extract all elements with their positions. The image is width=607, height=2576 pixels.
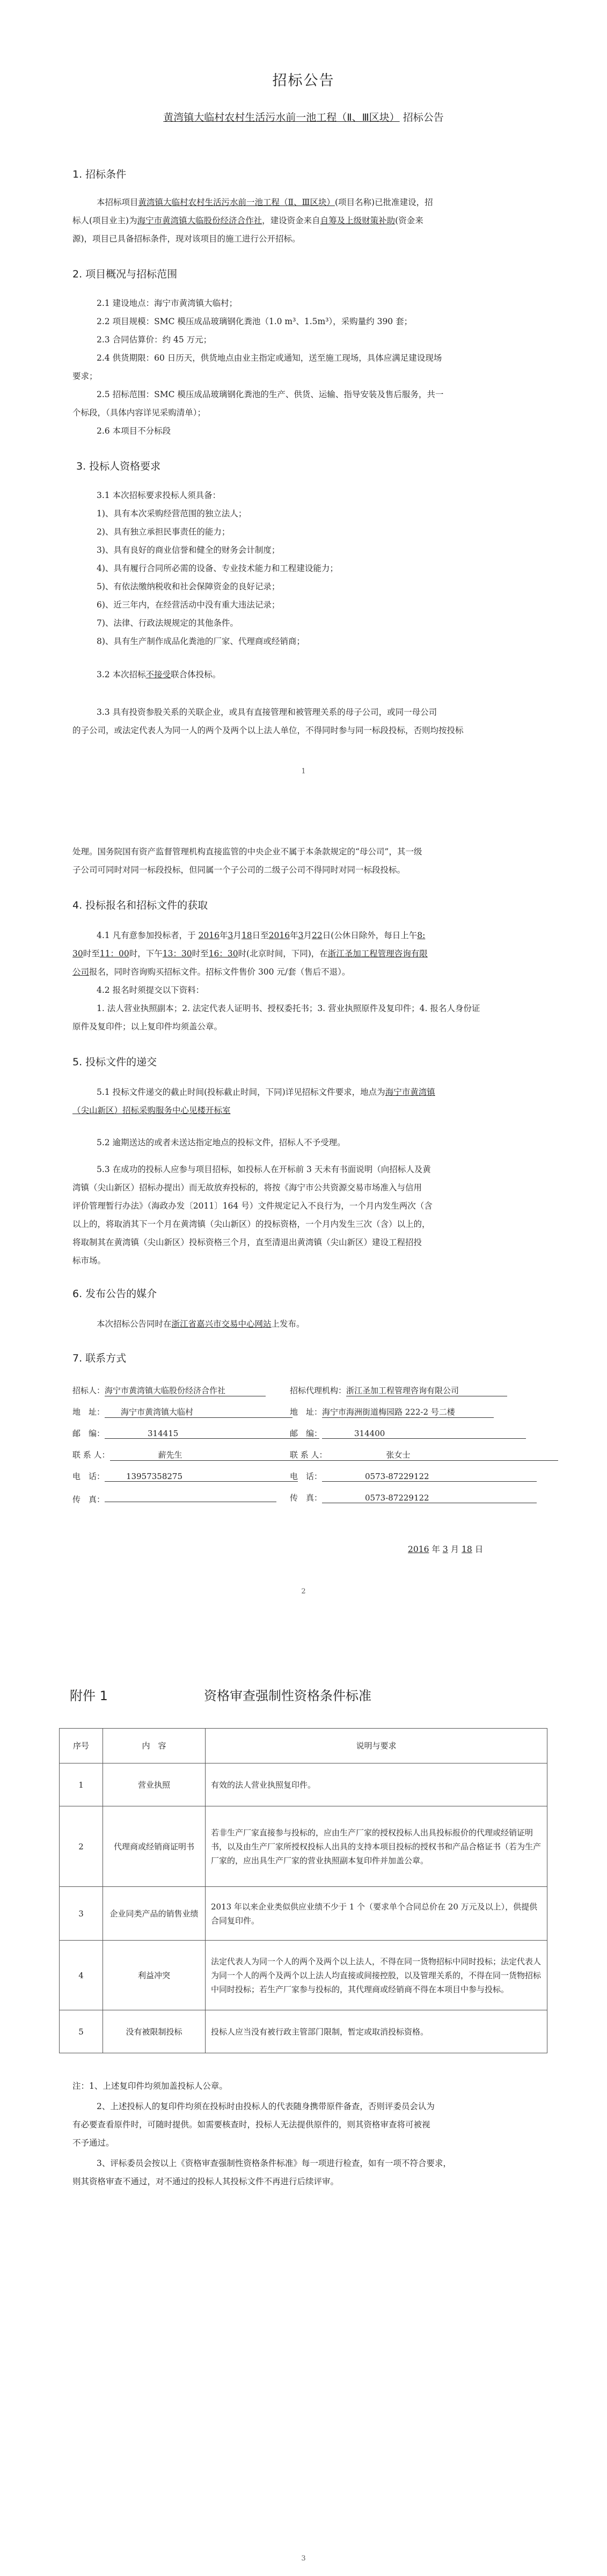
section-4-heading: 4. 投标报名和招标文件的获取 — [72, 899, 208, 911]
section-5-heading: 5. 投标文件的递交 — [72, 1056, 157, 1068]
s3-item-3: 3)、具有良好的商业信誉和健全的财务会计制度； — [97, 545, 280, 555]
note-1: 注：1、上述复印件均须加盖投标人公章。 — [72, 2081, 228, 2091]
s5-line-1b: （尖山新区）招标采购服务中心见楼开标室 — [72, 1106, 231, 1115]
s2-line-1: 2.1 建设地点：海宁市黄湾镇大临村； — [97, 298, 238, 308]
s4-line-4: 4.2 报名时须提交以下资料： — [97, 985, 204, 995]
contact-zip-left: 邮 编： 314415 — [72, 1428, 319, 1439]
table-header — [60, 1729, 547, 1763]
s3-item-1: 1)、具有本次采购经营范围的独立法人； — [97, 509, 247, 518]
page-2 — [0, 800, 607, 1648]
s3-item-7: 7)、法律、行政法规规定的其他条件。 — [97, 618, 238, 628]
s4-line-1: 4.1 凡有意参加投标者，于 2016年3月18日至2016年3月22日(公休日除外，每日上午8: — [97, 931, 426, 940]
s6-line-1: 本次招标公告同时在浙江省嘉兴市交易中心网站上发布。 — [97, 1319, 305, 1329]
annex-label: 附件 1 — [70, 1688, 108, 1703]
s5-line-4: 湾镇（尖山新区）招标办提出）而无故放弃投标的，将按《海宁市公共资源交易市场准入与信用 — [72, 1183, 422, 1192]
contact-address-right: 地 址：海宁市海洲街道梅园路 222-2 号二楼 — [290, 1406, 494, 1418]
s5-line-8: 标市场。 — [72, 1256, 106, 1265]
contact-address-left: 地 址： 海宁市黄湾镇大临村 — [72, 1406, 292, 1418]
contact-agency: 招标代理机构：浙江圣加工程管理咨询有限公司 — [290, 1385, 507, 1396]
page-1 — [0, 0, 607, 794]
section-6-heading: 6. 发布公告的媒介 — [72, 1288, 157, 1300]
contact-fax-right: 传 真： 0573-87229122 — [290, 1492, 537, 1503]
contact-person-left: 联 系 人： 薪先生 — [72, 1449, 330, 1461]
contact-fax-left: 传 真： — [72, 1492, 276, 1505]
s5-line-5: 评价管理暂行办法》（海政办发〔2011〕164 号）文件规定记入不良行为，一个月内发生两次（含 — [72, 1201, 433, 1211]
s1-line-1: 本招标项目黄湾镇大临村农村生活污水前一池工程（Ⅱ、Ⅲ区块）(项目名称)已批准建设，招 — [97, 197, 433, 207]
s5-line-2: 5.2 逾期送达的或者未送达指定地点的投标文件，招标人不予受理。 — [97, 1138, 346, 1147]
table-row: 3 企业同类产品的销售业绩 2013 年以来企业类似供应业绩不少于 1 个（要求单个合同总价在 20 万元及以上），供提供合同复印件。 — [60, 1887, 547, 1941]
s3-item-5: 5)、有依法缴纳税收和社会保障资金的良好记录； — [97, 582, 280, 591]
contact-tenderer: 招标人：海宁市黄湾镇大临股份经济合作社 — [72, 1385, 266, 1396]
section-7-heading: 7. 联系方式 — [72, 1352, 127, 1364]
s2-line-5b: 个标段，（具体内容详见采购清单）； — [72, 408, 206, 418]
note-2b: 有必要查看原件时，可随时提供。如需要核查时，投标人无法提供原件的，则其资格审查将可被视 — [72, 2120, 430, 2129]
table-row: 4 利益冲突 法定代表人为同一个人的两个及两个以上法人，不得在同一货物招标中同时投标；法定代表人为同一个人的两个及两个以上法人均直接或间接控股，以及管理关系的，不得在同一货物招标中同时投标；若生产厂家参与投标的，其代理商或经销商不得在本项目中参与投标。 — [60, 1941, 547, 2010]
qualification-table — [59, 1728, 547, 2053]
s5-line-7: 将取制其在黄湾镇（尖山新区）投标资格三个月，直至清退出黄湾镇（尖山新区）建设工程招投 — [72, 1238, 422, 1247]
s4-line-2: 30时至11：00时，下午13：30时至16：30时(北京时间，下同)，在浙江圣加工程管理咨询有限 — [72, 949, 428, 958]
document-subtitle — [0, 109, 607, 124]
contact-person-right: 联 系 人： 张女士 — [290, 1449, 558, 1461]
col-no: 序号 — [60, 1729, 103, 1763]
note-2c: 不予通过。 — [72, 2138, 114, 2148]
page-number: 1 — [301, 767, 306, 775]
s2-line-5: 2.5 招标范围：SMC 模压成品玻璃钢化粪池的生产、供货、运输、指导安装及售后服务，共一 — [97, 390, 444, 399]
note-3b: 则其资格审查不通过，对不通过的投标人其投标文件不再进行后续评审。 — [72, 2177, 339, 2186]
table-row: 2 代理商或经销商证明书 若非生产厂家直接参与投标的，应由生产厂家的授权投标人出具投标报价的代理或经销证明书，以及由生产厂家所授权投标人出具的支持本项目投标的授权书和产品合格证书（若为生产厂家的，应出具生产厂家的营业执照副本复印件并加盖公章。 — [60, 1806, 547, 1887]
contact-phone-left: 电 话： 13957358275 — [72, 1470, 298, 1482]
page-number: 2 — [301, 1587, 306, 1596]
s4-line-6: 原件及复印件；以上复印件均须盖公章。 — [72, 1022, 223, 1031]
s3-item-4: 4)、具有履行合同所必需的设备、专业技术能力和工程建设能力； — [97, 564, 338, 573]
section-3-heading: 3. 投标人资格要求 — [76, 460, 161, 472]
table-row: 5 没有被限制投标 投标人应当没有被行政主管部门限制，暂定或取消投标资格。 — [60, 2010, 547, 2053]
p2-line-2: 子公司可同时对同一标段投标，但同属一个子公司的二级子公司不得同时对同一标段投标。 — [72, 865, 406, 875]
page-3 — [0, 1664, 607, 2576]
note-3a: 3、评标委员会按以上《资格审查强制性资格条件标准》每一项进行检查，如有一项不符合要求， — [97, 2158, 451, 2168]
subtitle-suffix: 招标公告 — [403, 112, 444, 123]
document-title: 招标公告 — [272, 72, 335, 89]
s3-item-8: 8)、具有生产制作成品化粪池的厂家、代理商或经销商； — [97, 636, 305, 646]
s3-line-3: 3.3 具有投资参股关系的关联企业，或具有直接管理和被管理关系的母子公司，或同一母公司 — [97, 707, 437, 717]
s3-item-2: 2)、具有独立承担民事责任的能力； — [97, 527, 230, 537]
s2-line-2: 2.2 项目规模：SMC 模压成品玻璃钢化粪池（1.0 m³、1.5m³），采购量约 390 套； — [97, 317, 413, 326]
col-content: 内 容 — [103, 1729, 206, 1763]
s3-line-3b: 的子公司，或法定代表人为同一人的两个及两个以上法人单位，不得同时参与同一标段投标，否则均按投标 — [72, 726, 464, 735]
contact-phone-right: 电 话： 0573-87229122 — [290, 1470, 537, 1482]
section-2-heading: 2. 项目概况与招标范围 — [72, 268, 178, 280]
announcement-date: 2016 年 3 月 18 日 — [408, 1545, 484, 1554]
s4-line-3: 公司报名，同时咨询购买招标文件。招标文件售价 300 元/套（售后不退）。 — [72, 967, 350, 977]
contact-zip-right: 邮 编： 314400 — [290, 1428, 526, 1439]
s1-line-2: 标人(项目业主)为海宁市黄湾镇大临股份经济合作社，建设资金来自自筹及上级财策补助(资金来 — [72, 216, 423, 225]
s3-line-1: 3.1 本次招标要求投标人须具备： — [97, 491, 221, 500]
s2-line-6: 2.6 本项目不分标段 — [97, 426, 171, 436]
s3-line-2: 3.2 本次招标不接受联合体投标。 — [97, 670, 221, 679]
s3-item-6: 6)、近三年内，在经营活动中没有重大违法记录； — [97, 600, 280, 610]
s2-line-4b: 要求； — [72, 371, 98, 381]
s5-line-1: 5.1 投标文件递交的截止时间(投标截止时间，下同)详见招标文件要求，地点为海宁市黄湾镇 — [97, 1087, 435, 1097]
page-number: 3 — [301, 2555, 306, 2563]
p2-line-1: 处理。国务院国有资产监督管理机构直接监管的中央企业不属于本条款规定的“母公司”，其一级 — [72, 847, 422, 857]
col-req: 说明与要求 — [206, 1729, 547, 1763]
s1-line-3: 源)，项目已具备招标条件，现对该项目的施工进行公开招标。 — [72, 234, 301, 244]
note-2a: 2、上述投标人的复印件均须在投标时由投标人的代表随身携带原件备查，否则评委员会认为 — [97, 2102, 435, 2111]
s5-line-6: 以上的，将取消其下一个月在黄湾镇（尖山新区）的投标资格，一个月内发生三次（含）以上的， — [72, 1219, 430, 1229]
table-row: 1 营业执照 有效的法人营业执照复印件。 — [60, 1763, 547, 1806]
s2-line-4: 2.4 供货期限：60 日历天，供货地点由业主指定或通知，送至施工现场，具体应满足建设现场 — [97, 353, 442, 363]
s4-line-5: 1. 法人营业执照副本；2. 法定代表人证明书、授权委托书；3. 营业执照原件及复印件；4. 报名人身份证 — [97, 1004, 480, 1013]
section-1-heading: 1. 招标条件 — [72, 169, 127, 180]
annex-title: 资格审查强制性资格条件标准 — [204, 1688, 371, 1703]
s5-line-3: 5.3 在成功的投标人应参与项目招标，如投标人在开标前 3 天未有书面说明（向招标人及黄 — [97, 1165, 431, 1174]
s2-line-3: 2.3 合同估算价：约 45 万元； — [97, 335, 212, 345]
subtitle-project: 黄湾镇大临村农村生活污水前一池工程（Ⅱ、Ⅲ区块） — [163, 112, 400, 123]
